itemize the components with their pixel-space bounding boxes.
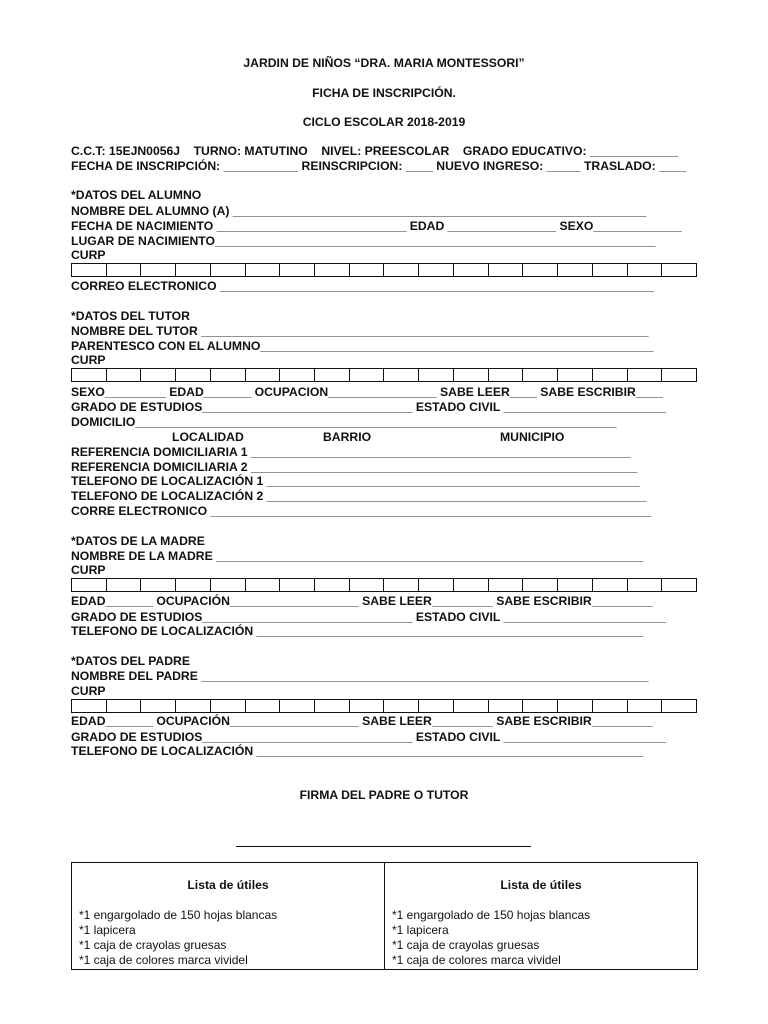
curp-cell[interactable] [72, 264, 107, 276]
curp-cell[interactable] [350, 369, 385, 381]
curp-cell[interactable] [489, 700, 524, 712]
curp-cell[interactable] [246, 369, 281, 381]
padre-edad-field[interactable]: EDAD_______ OCUPACIÓN___________________ SABE LEER_________ SABE ESCRIBIR_________ [71, 714, 653, 728]
tutor-correo-field[interactable]: CORRE ELECTRONICO _________________________________________________________________ [71, 504, 652, 518]
firma-label: FIRMA DEL PADRE O TUTOR [299, 788, 469, 802]
tutor-nombre-field[interactable]: NOMBRE DEL TUTOR __________________________________________________________________ [71, 324, 649, 338]
info-line-2[interactable]: FECHA DE INSCRIPCIÓN: ___________ REINSCRIPCION: ____ NUEVO INGRESO: _____ TRASLADO: ____ [71, 159, 687, 173]
curp-cell[interactable] [662, 579, 696, 591]
curp-cell[interactable] [72, 700, 107, 712]
utiles-title: Lista de útiles [187, 878, 269, 892]
list-item: *1 caja de colores marca vividel [79, 953, 248, 967]
curp-cell[interactable] [211, 369, 246, 381]
list-item: *1 engargolado de 150 hojas blancas [79, 908, 278, 922]
utiles-title: Lista de útiles [500, 878, 582, 892]
curp-cell[interactable] [489, 579, 524, 591]
curp-cell[interactable] [315, 579, 350, 591]
curp-cell[interactable] [107, 700, 142, 712]
curp-cell[interactable] [350, 700, 385, 712]
padre-grado-field[interactable]: GRADO DE ESTUDIOS_______________________________ ESTADO CIVIL ________________________ [71, 730, 667, 744]
curp-cell[interactable] [176, 369, 211, 381]
curp-cell[interactable] [107, 579, 142, 591]
tutor-barrio-label: BARRIO [323, 430, 372, 444]
curp-cell[interactable] [419, 579, 454, 591]
madre-heading: *DATOS DE LA MADRE [71, 534, 205, 548]
curp-cell[interactable] [489, 369, 524, 381]
curp-cell[interactable] [384, 369, 419, 381]
signature-line[interactable] [236, 846, 531, 847]
curp-cell[interactable] [246, 264, 281, 276]
curp-cell[interactable] [628, 700, 663, 712]
curp-cell[interactable] [454, 700, 489, 712]
tutor-curp-grid[interactable] [71, 368, 697, 382]
curp-cell[interactable] [523, 264, 558, 276]
list-item: *1 engargolado de 150 hojas blancas [392, 908, 591, 922]
madre-curp-grid[interactable] [71, 578, 697, 592]
curp-cell[interactable] [315, 264, 350, 276]
curp-cell[interactable] [662, 369, 696, 381]
tutor-grado-field[interactable]: GRADO DE ESTUDIOS_______________________________ ESTADO CIVIL ________________________ [71, 400, 667, 414]
curp-cell[interactable] [141, 579, 176, 591]
alumno-lugar-field[interactable]: LUGAR DE NACIMIENTO_________________________________________________________________ [71, 234, 656, 248]
madre-edad-field[interactable]: EDAD_______ OCUPACIÓN___________________ SABE LEER_________ SABE ESCRIBIR_________ [71, 594, 653, 608]
curp-cell[interactable] [489, 264, 524, 276]
padre-curp-label: CURP [71, 684, 106, 698]
utiles-column-right [384, 863, 697, 969]
madre-grado-field[interactable]: GRADO DE ESTUDIOS_______________________________ ESTADO CIVIL ________________________ [71, 610, 667, 624]
curp-cell[interactable] [454, 579, 489, 591]
curp-cell[interactable] [246, 579, 281, 591]
alumno-curp-grid[interactable] [71, 263, 697, 277]
curp-cell[interactable] [419, 700, 454, 712]
curp-cell[interactable] [558, 369, 593, 381]
curp-cell[interactable] [558, 579, 593, 591]
curp-cell[interactable] [141, 700, 176, 712]
curp-cell[interactable] [662, 700, 696, 712]
tutor-ref1-field[interactable]: REFERENCIA DOMICILIARIA 1 ________________________________________________________ [71, 445, 631, 459]
madre-curp-label: CURP [71, 563, 106, 577]
curp-cell[interactable] [419, 369, 454, 381]
curp-cell[interactable] [523, 369, 558, 381]
list-item: *1 caja de crayolas gruesas [392, 938, 540, 952]
curp-cell[interactable] [523, 700, 558, 712]
curp-cell[interactable] [211, 700, 246, 712]
list-item: *1 lapicera [79, 923, 136, 937]
alumno-heading: *DATOS DEL ALUMNO [71, 188, 202, 202]
padre-telefono-field[interactable]: TELEFONO DE LOCALIZACIÓN _________________________________________________________ [71, 744, 643, 758]
form-title: FICHA DE INSCRIPCIÓN. [312, 86, 456, 100]
curp-cell[interactable] [593, 369, 628, 381]
curp-cell[interactable] [593, 579, 628, 591]
curp-cell[interactable] [246, 700, 281, 712]
curp-cell[interactable] [280, 579, 315, 591]
curp-cell[interactable] [72, 369, 107, 381]
curp-cell[interactable] [419, 264, 454, 276]
curp-cell[interactable] [211, 264, 246, 276]
school-name: JARDIN DE NIÑOS “DRA. MARIA MONTESSORI” [243, 56, 525, 70]
curp-cell[interactable] [628, 264, 663, 276]
curp-cell[interactable] [384, 264, 419, 276]
tutor-heading: *DATOS DEL TUTOR [71, 309, 190, 323]
curp-cell[interactable] [454, 264, 489, 276]
alumno-correo-field[interactable]: CORREO ELECTRONICO ________________________________________________________________ [71, 279, 654, 293]
curp-cell[interactable] [107, 264, 142, 276]
tutor-localidad-label: LOCALIDAD [172, 430, 244, 444]
curp-cell[interactable] [593, 700, 628, 712]
curp-cell[interactable] [280, 369, 315, 381]
utiles-box [71, 862, 698, 970]
list-item: *1 caja de colores marca vividel [392, 953, 561, 967]
curp-cell[interactable] [662, 264, 696, 276]
madre-telefono-field[interactable]: TELEFONO DE LOCALIZACIÓN _________________________________________________________ [71, 624, 643, 638]
curp-cell[interactable] [176, 700, 211, 712]
curp-cell[interactable] [280, 700, 315, 712]
curp-cell[interactable] [211, 579, 246, 591]
curp-cell[interactable] [384, 700, 419, 712]
curp-cell[interactable] [558, 700, 593, 712]
curp-cell[interactable] [558, 264, 593, 276]
tutor-tel2-field[interactable]: TELEFONO DE LOCALIZACIÓN 2 ________________________________________________________ [71, 489, 647, 503]
tutor-ref2-field[interactable]: REFERENCIA DOMICILIARIA 2 _________________________________________________________ [71, 460, 638, 474]
curp-cell[interactable] [350, 579, 385, 591]
padre-heading: *DATOS DEL PADRE [71, 654, 190, 668]
tutor-parentesco-field[interactable]: PARENTESCO CON EL ALUMNO__________________________________________________________ [71, 339, 654, 353]
curp-cell[interactable] [350, 264, 385, 276]
list-item: *1 caja de crayolas gruesas [79, 938, 227, 952]
curp-cell[interactable] [107, 369, 142, 381]
curp-cell[interactable] [593, 264, 628, 276]
curp-cell[interactable] [280, 264, 315, 276]
curp-cell[interactable] [176, 579, 211, 591]
info-line-1[interactable]: C.C.T: 15EJN0056J TURNO: MATUTINO NIVEL: PREESCOLAR GRADO EDUCATIVO: _____________ [71, 144, 679, 158]
padre-curp-grid[interactable] [71, 699, 697, 713]
padre-nombre-field[interactable]: NOMBRE DEL PADRE __________________________________________________________________ [71, 669, 649, 683]
utiles-list [392, 908, 590, 968]
tutor-domicilio-field[interactable]: DOMICILIO_______________________________________________________________________ [71, 415, 617, 429]
utiles-list [79, 908, 277, 968]
curp-cell[interactable] [384, 579, 419, 591]
alumno-curp-label: CURP [71, 248, 106, 262]
curp-cell[interactable] [628, 579, 663, 591]
utiles-column-left [72, 863, 384, 969]
list-item: *1 lapicera [392, 923, 449, 937]
curp-cell[interactable] [176, 264, 211, 276]
tutor-tel1-field[interactable]: TELEFONO DE LOCALIZACIÓN 1 _______________________________________________________ [71, 474, 640, 488]
curp-cell[interactable] [454, 369, 489, 381]
curp-cell[interactable] [628, 369, 663, 381]
curp-cell[interactable] [141, 264, 176, 276]
alumno-fecha-field[interactable]: FECHA DE NACIMIENTO ____________________________ EDAD ________________ SEXO_____________ [71, 219, 682, 233]
tutor-municipio-label: MUNICIPIO [500, 430, 565, 444]
school-cycle: CICLO ESCOLAR 2018-2019 [302, 115, 466, 129]
curp-cell[interactable] [523, 579, 558, 591]
tutor-sexo-field[interactable]: SEXO_________ EDAD_______ OCUPACION________________ SABE LEER____ SABE ESCRIBIR____ [71, 385, 663, 399]
tutor-curp-label: CURP [71, 353, 106, 367]
madre-nombre-field[interactable]: NOMBRE DE LA MADRE _______________________________________________________________ [71, 549, 644, 563]
curp-cell[interactable] [141, 369, 176, 381]
curp-cell[interactable] [72, 579, 107, 591]
curp-cell[interactable] [315, 700, 350, 712]
alumno-nombre-field[interactable]: NOMBRE DEL ALUMNO (A) _____________________________________________________________ [71, 204, 647, 218]
curp-cell[interactable] [315, 369, 350, 381]
